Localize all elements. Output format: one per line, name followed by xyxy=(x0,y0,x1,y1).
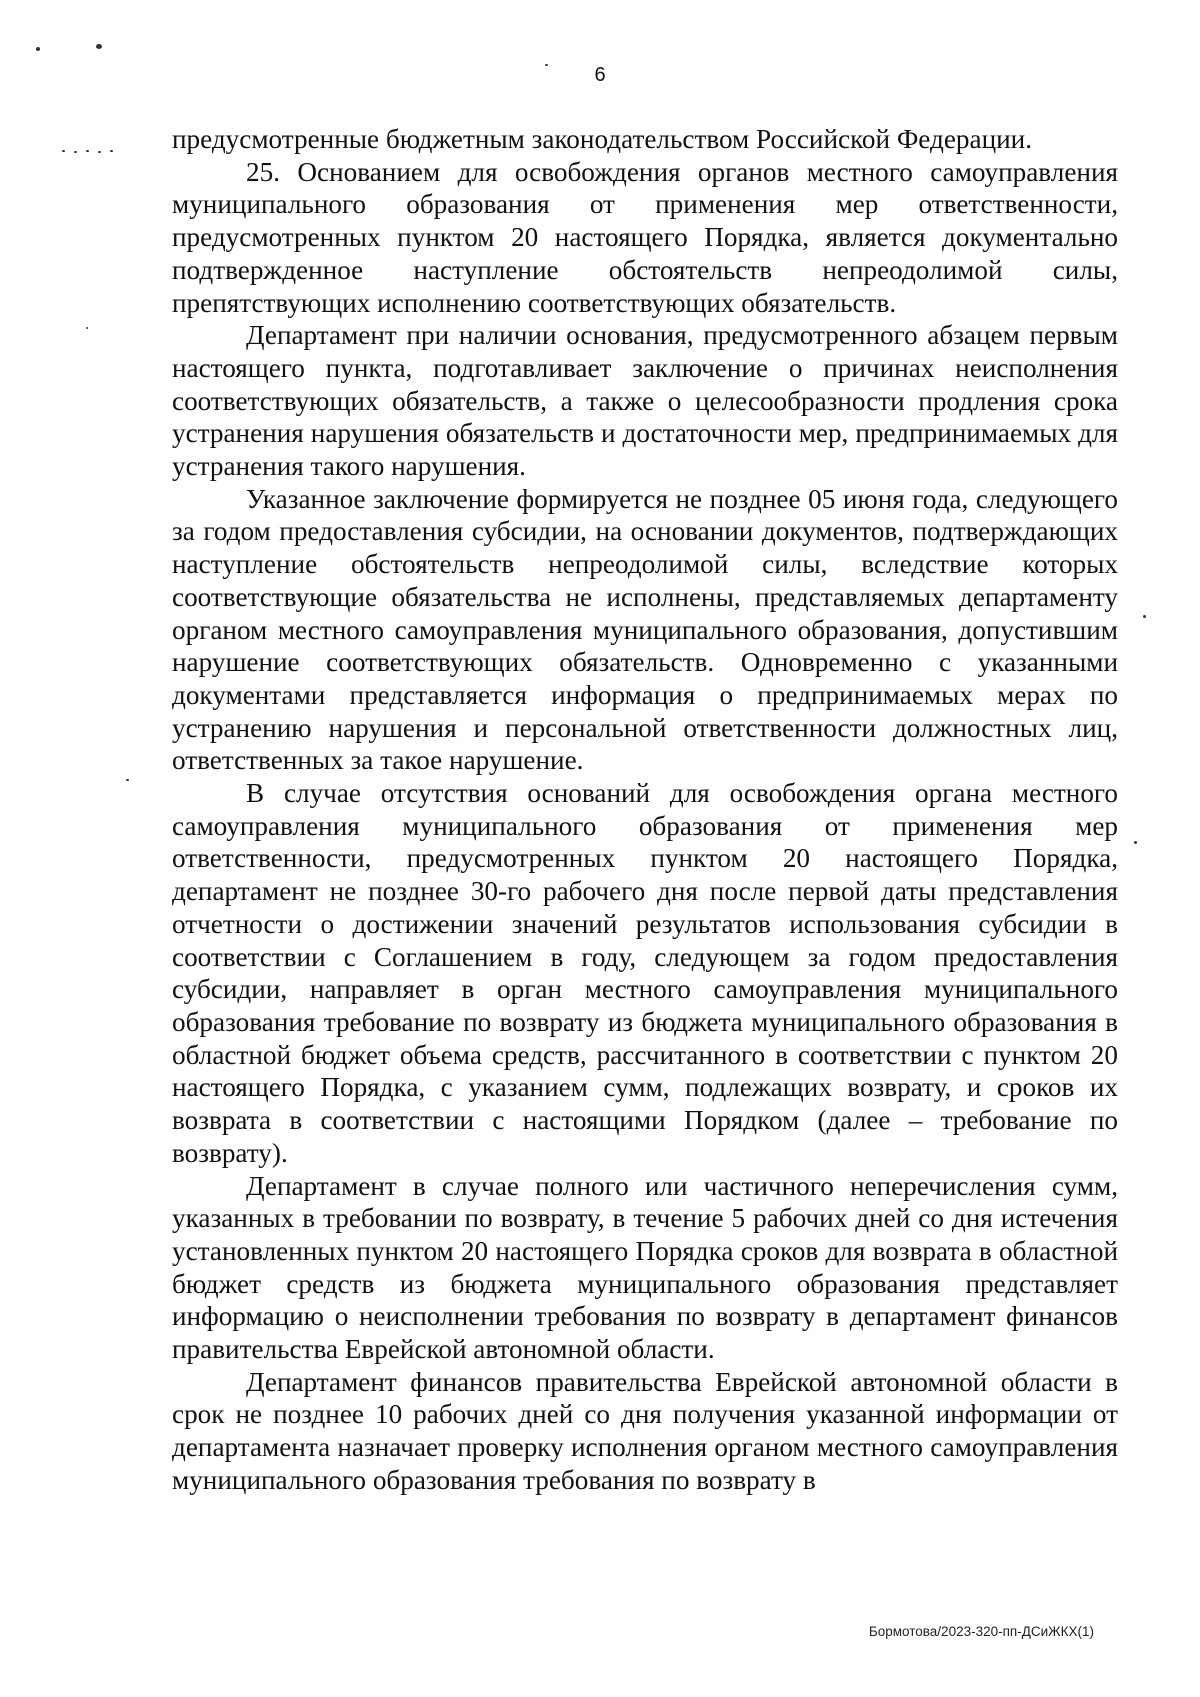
document-body xyxy=(172,123,1118,1497)
scan-speck xyxy=(1143,615,1146,618)
document-footer-code: Бормотова/2023-320-пп-ДСиЖКХ(1) xyxy=(868,1624,1094,1639)
scan-speck xyxy=(96,44,102,49)
paragraph: В случае отсутствия оснований для освобождения органа местного самоуправления муниципального образования от применения мер ответственности, предусмотренных пунктом 20 настоящего Порядка, департамент не позднее 30-го рабочего дня после первой даты представления отчетности о достижении значений результатов использования субсидии в соответствии с Соглашением в году, следующем за годом предоставления субсидии, направляет в орган местного самоуправления муниципального образования требование по возврату из бюджета муниципального образования в областной бюджет объема средств, рассчитанного в соответствии с пунктом 20 настоящего Порядка, с указанием сумм, подлежащих возврату, и сроков их возврата в соответствии с настоящими Порядком (далее – требование по возврату). xyxy=(172,778,1118,1168)
paragraph: Указанное заключение формируется не позднее 05 июня года, следующего за годом предоставления субсидии, на основании документов, подтверждающих наступление обстоятельств непреодолимой силы, вследствие которых соответствующие обязательства не исполнены, представляемых департаменту органом местного самоуправления муниципального образования, допустившим нарушение соответствующих обязательств. Одновременно с указанными документами представляется информация о предпринимаемых мерах по устранению нарушения и персональной ответственности должностных лиц, ответственных за такое нарушение. xyxy=(172,483,1118,776)
scan-speck xyxy=(98,151,101,153)
scan-speck xyxy=(110,150,113,152)
paragraph: предусмотренные бюджетным законодательством Российской Федерации. xyxy=(172,124,1033,154)
paragraph: Департамент финансов правительства Еврейской автономной области в срок не позднее 10 рабочих дней со дня получения указанной информации от департамента назначает проверку исполнения органом местного самоуправления муниципального образования требования по возврату в xyxy=(172,1366,1118,1495)
paragraph: Департамент в случае полного или частичного неперечисления сумм, указанных в требовании по возврату, в течение 5 рабочих дней со дня истечения установленных пунктом 20 настоящего Порядка сроков для возврата в областной бюджет средств из бюджета муниципального образования представляет информацию о неисполнении требования по возврату в департамент финансов правительства Еврейской автономной области. xyxy=(172,1170,1118,1365)
scan-speck xyxy=(1134,841,1137,844)
scan-speck xyxy=(74,151,77,153)
scan-speck xyxy=(36,47,40,51)
scan-speck xyxy=(86,327,88,329)
paragraph: Департамент при наличии основания, предусмотренного абзацем первым настоящего пункта, подготавливает заключение о причинах неисполнения соответствующих обязательств, а также о целесообразности продления срока устранения нарушения обязательств и достаточности мер, предпринимаемых для устранения такого нарушения. xyxy=(172,320,1118,482)
scan-speck xyxy=(126,779,129,781)
scan-speck xyxy=(86,150,89,152)
scan-speck xyxy=(62,150,65,152)
paragraph: 25. Основанием для освобождения органов местного самоуправления муниципального образования от применения мер ответственности, предусмотренных пунктом 20 настоящего Порядка, является документально подтвержденное наступление обстоятельств непреодолимой силы, препятствующих исполнению соответствующих обязательств. xyxy=(172,156,1118,318)
page-number: 6 xyxy=(594,64,606,86)
